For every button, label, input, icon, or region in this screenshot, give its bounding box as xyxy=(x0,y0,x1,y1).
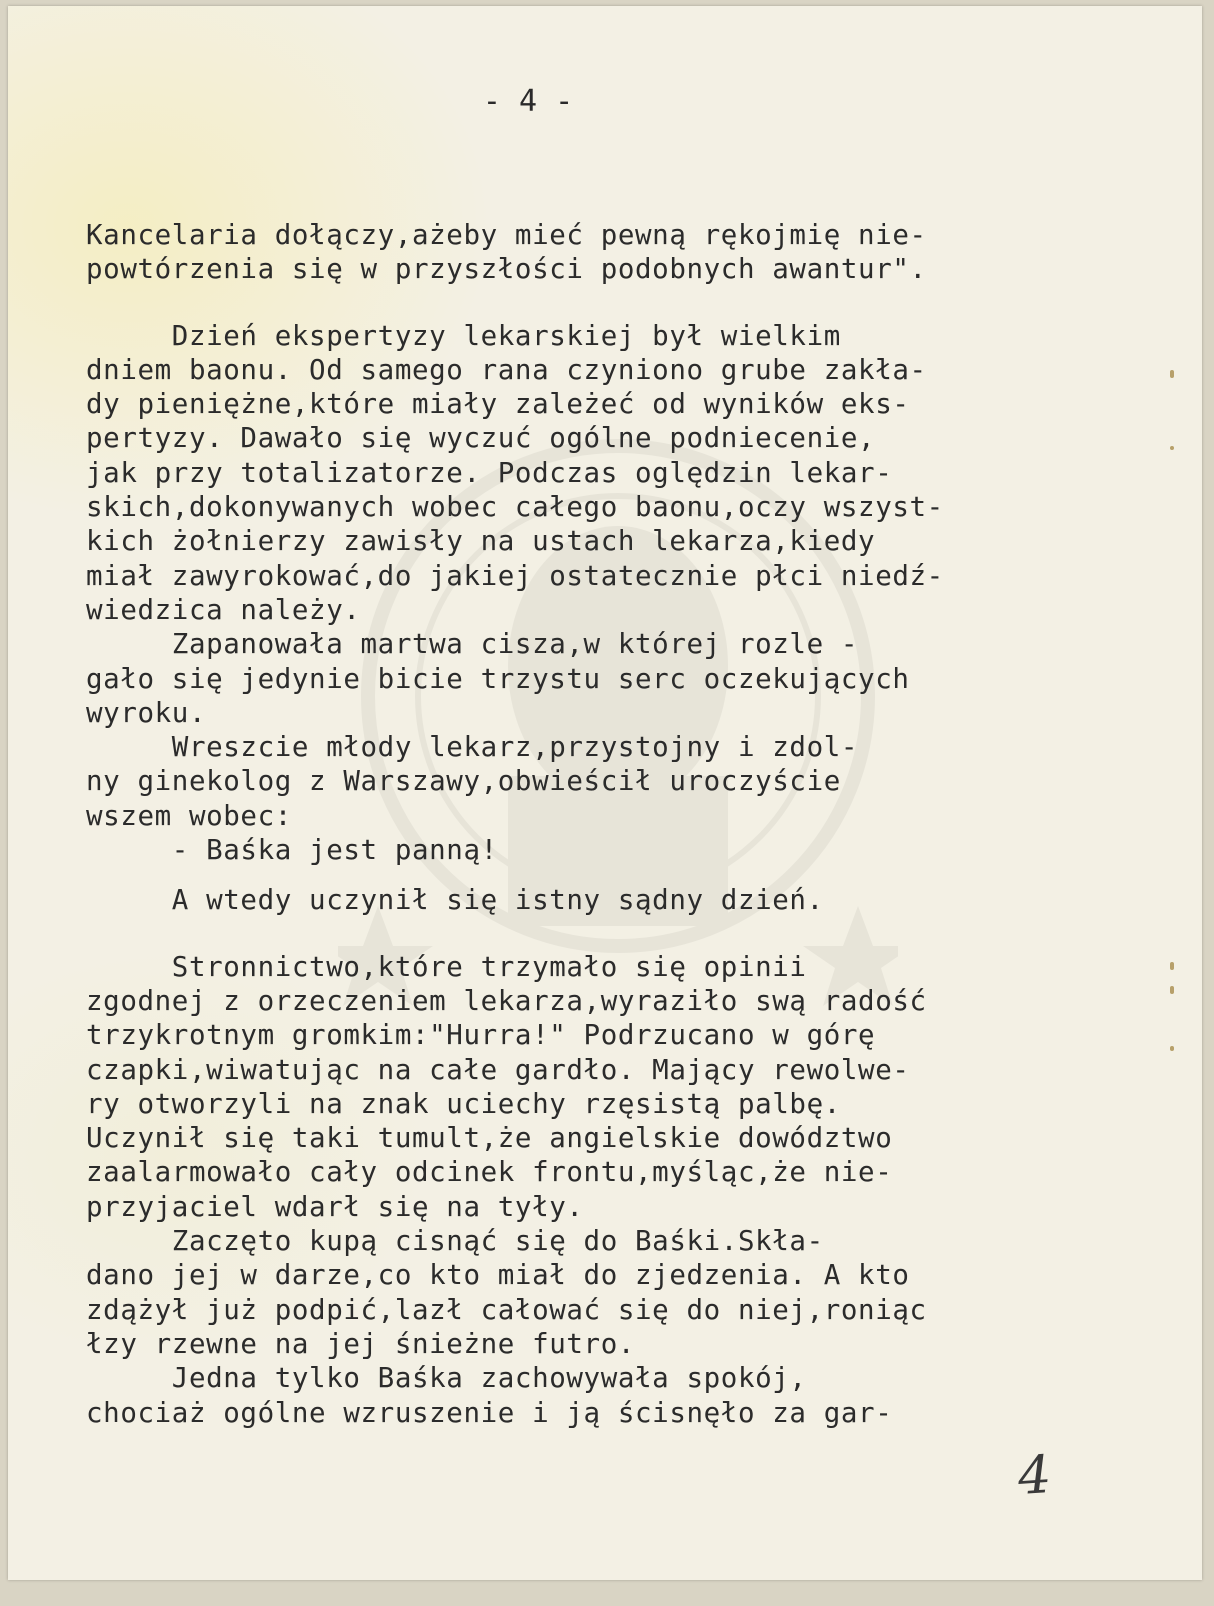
text-line: trzykrotnym gromkim:"Hurra!" Podrzucano w górę xyxy=(86,1019,876,1052)
text-line: przyjaciel wdarł się na tyły. xyxy=(86,1190,584,1223)
text-line: skich,dokonywanych wobec całego baonu,oczy wszyst- xyxy=(86,491,944,524)
text-line: Uczynił się taki tumult,że angielskie dowództwo xyxy=(86,1122,893,1155)
text-line: - Baśka jest panną! xyxy=(86,834,498,867)
body-text xyxy=(86,218,1076,1430)
text-line: chociaż ogólne wzruszenie i ją ścisnęło za gar- xyxy=(86,1396,893,1429)
text-line: miał zawyrokować,do jakiej ostatecznie płci niedź- xyxy=(86,559,944,592)
text-line: Kancelaria dołączy,ażeby mieć pewną rękojmię nie- xyxy=(86,219,927,251)
page-number: - 4 - xyxy=(482,84,574,119)
text-line: łzy rzewne na jej śnieżne futro. xyxy=(86,1327,636,1360)
text-line: zdążył już podpić,lazł całować się do niej,roniąc xyxy=(86,1293,927,1326)
text-line: powtórzenia się w przyszłości podobnych awantur". xyxy=(86,253,927,286)
text-line: ny ginekolog z Warszawy,obwieścił uroczyście xyxy=(86,765,841,798)
handwritten-page-mark: 4 xyxy=(1015,1444,1054,1508)
text-line: Zapanowała martwa cisza,w której rozle - xyxy=(86,628,859,661)
text-line: zgodnej z orzeczeniem lekarza,wyraziło swą radość xyxy=(86,984,927,1017)
paragraph-gap xyxy=(86,287,1076,319)
text-line: wyroku. xyxy=(86,696,207,729)
text-line: A wtedy uczynił się istny sądny dzień. xyxy=(86,884,824,917)
text-line: Wreszcie młody lekarz,przystojny i zdol- xyxy=(86,731,859,764)
text-line: Dzień ekspertyzy lekarskiej był wielkim xyxy=(86,319,841,352)
text-line: czapki,wiwatując na całe gardło. Mający rewolwe- xyxy=(86,1053,910,1086)
text-line: wszem wobec: xyxy=(86,799,292,832)
text-line: Jedna tylko Baśka zachowywała spokój, xyxy=(86,1362,807,1395)
document-page xyxy=(8,6,1202,1580)
paragraph-gap xyxy=(86,867,1076,883)
text-line: dniem baonu. Od samego rana czyniono grube zakła- xyxy=(86,353,927,386)
text-line: dano jej w darze,co kto miał do zjedzenia. A kto xyxy=(86,1259,910,1292)
text-line: pertyzy. Dawało się wyczuć ogólne podniecenie, xyxy=(86,422,876,455)
text-line: Stronnictwo,które trzymało się opinii xyxy=(86,950,807,983)
text-line: Zaczęto kupą cisnąć się do Baśki.Skła- xyxy=(86,1225,824,1258)
text-line: jak przy totalizatorze. Podczas oględzin lekar- xyxy=(86,456,893,489)
text-line: kich żołnierzy zawisły na ustach lekarza,kiedy xyxy=(86,525,876,558)
paragraph-gap xyxy=(86,918,1076,950)
text-line: dy pieniężne,które miały zależeć od wyników eks- xyxy=(86,388,910,421)
text-line: wiedzica należy. xyxy=(86,593,361,626)
text-line: gało się jedynie bicie trzystu serc oczekujących xyxy=(86,662,910,695)
text-line: zaalarmowało cały odcinek frontu,myśląc,że nie- xyxy=(86,1156,893,1189)
text-line: ry otworzyli na znak uciechy rzęsistą palbę. xyxy=(86,1087,841,1120)
